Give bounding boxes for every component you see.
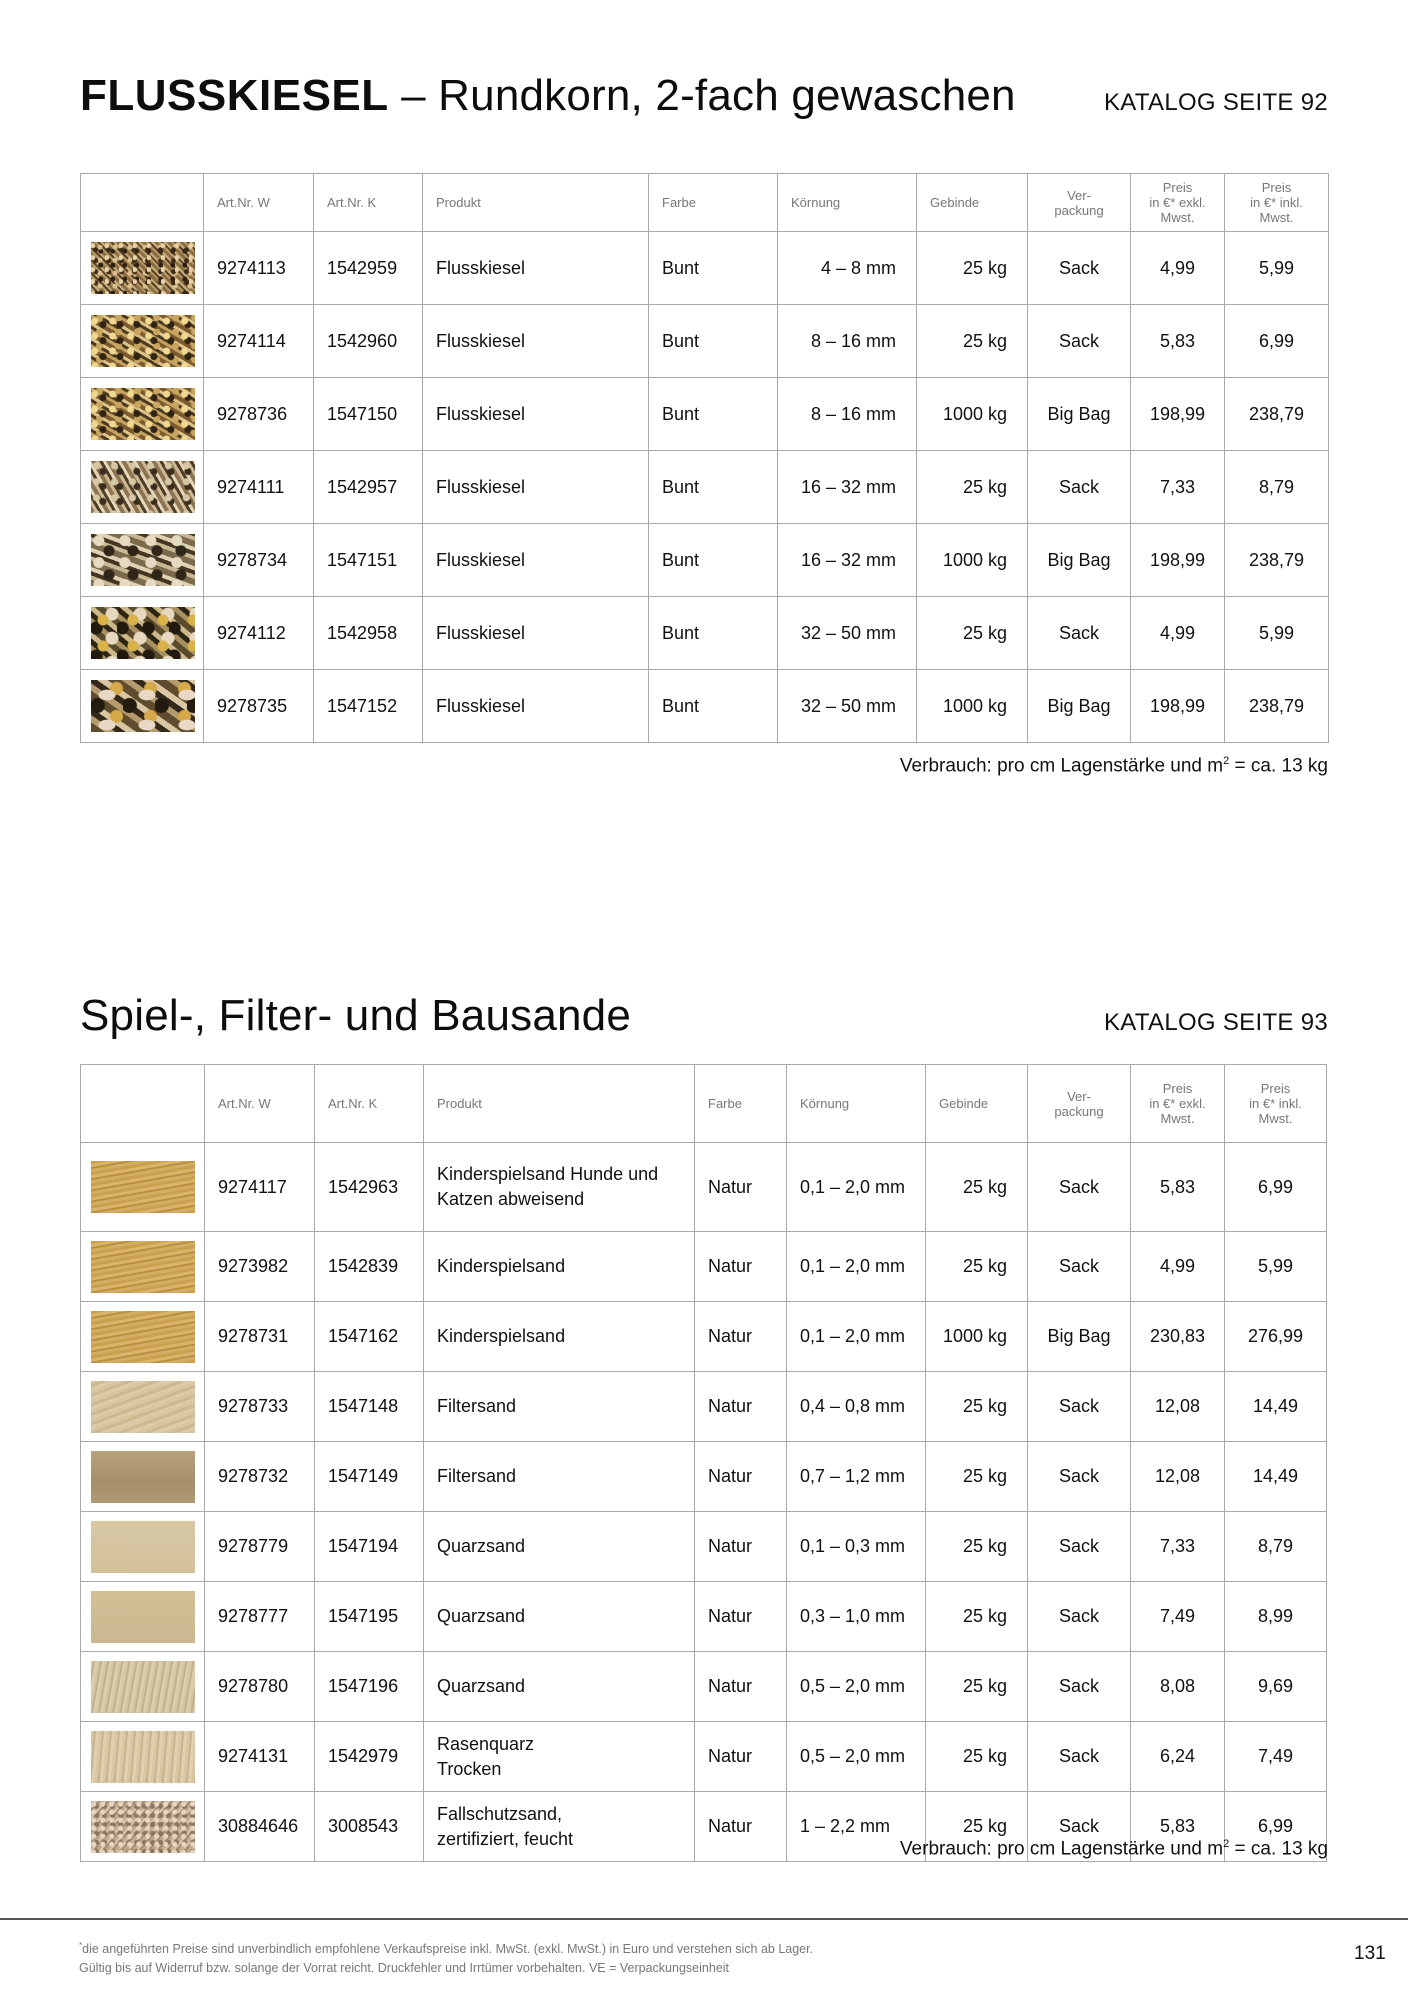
verpackung: Sack: [1028, 1582, 1131, 1652]
sand-image: [91, 1801, 195, 1853]
koernung: 8 – 16 mm: [778, 305, 917, 378]
sand-image: [91, 1731, 195, 1783]
table-row: [81, 597, 1329, 670]
art-nr-w: 9278735: [204, 670, 314, 743]
gebinde: 25 kg: [926, 1792, 1028, 1862]
sand-image: [91, 1451, 195, 1503]
art-nr-k: 1547194: [315, 1512, 424, 1582]
art-nr-w: 9274113: [204, 232, 314, 305]
farbe: Bunt: [649, 451, 778, 524]
pebble-image: [91, 680, 195, 732]
preis-exkl: 7,33: [1131, 451, 1225, 524]
header-art-nr-w: Art.Nr. W: [205, 1065, 315, 1143]
header-preis-inkl-line1: Preis: [1261, 180, 1292, 195]
art-nr-w: 9278734: [204, 524, 314, 597]
farbe: Natur: [695, 1652, 787, 1722]
sand-image: [91, 1161, 195, 1213]
koernung: 1 – 2,2 mm: [787, 1792, 926, 1862]
gebinde: 1000 kg: [917, 670, 1028, 743]
table-row: [81, 1652, 1327, 1722]
gebinde: 25 kg: [926, 1722, 1028, 1792]
farbe: Natur: [695, 1372, 787, 1442]
preis-exkl: 5,83: [1131, 1792, 1225, 1862]
header-preis-inkl-line2: in €* inkl.: [1249, 1096, 1302, 1111]
table-header-row: [81, 1065, 1327, 1143]
pebble-image: [91, 607, 195, 659]
header-preis-inkl: [1225, 174, 1329, 232]
sand-image: [91, 1241, 195, 1293]
koernung: 0,1 – 0,3 mm: [787, 1512, 926, 1582]
verpackung: Sack: [1028, 1232, 1131, 1302]
preis-exkl: 230,83: [1131, 1302, 1225, 1372]
preis-inkl: 5,99: [1225, 597, 1329, 670]
header-verpackung-line2: packung: [1054, 1103, 1104, 1119]
header-preis-exkl-line3: Mwst.: [1160, 1111, 1195, 1126]
table-row: [81, 524, 1329, 597]
farbe: Natur: [695, 1792, 787, 1862]
gebinde: 25 kg: [926, 1143, 1028, 1232]
preis-exkl: 198,99: [1131, 378, 1225, 451]
produkt: Flusskiesel: [423, 378, 649, 451]
koernung: 0,5 – 2,0 mm: [787, 1652, 926, 1722]
preis-inkl: 14,49: [1225, 1372, 1327, 1442]
header-verpackung-line2: packung: [1054, 202, 1104, 218]
preis-exkl: 4,99: [1131, 597, 1225, 670]
pebble-image: [91, 388, 195, 440]
header-preis-exkl: [1131, 1065, 1225, 1143]
header-preis-exkl: [1131, 174, 1225, 232]
produkt: Flusskiesel: [423, 597, 649, 670]
gebinde: 25 kg: [926, 1372, 1028, 1442]
farbe: Natur: [695, 1232, 787, 1302]
footnote: [79, 1936, 813, 1978]
table-row: [81, 670, 1329, 743]
koernung: 0,3 – 1,0 mm: [787, 1582, 926, 1652]
table-row: [81, 1722, 1327, 1792]
preis-inkl: 8,79: [1225, 451, 1329, 524]
table-row: [81, 451, 1329, 524]
gebinde: 1000 kg: [917, 378, 1028, 451]
art-nr-k: 1542957: [314, 451, 423, 524]
footer-divider: [0, 1918, 1408, 1920]
product-thumbnail-cell: [81, 524, 204, 597]
katalog-page-ref: KATALOG SEITE 92: [1104, 89, 1328, 116]
header-gebinde: Gebinde: [917, 174, 1028, 232]
preis-inkl: 238,79: [1225, 524, 1329, 597]
produkt-line1: Rasenquarz: [437, 1733, 535, 1754]
preis-inkl: 14,49: [1225, 1442, 1327, 1512]
verbrauch-value: = ca. 13 kg: [1229, 755, 1328, 777]
header-farbe: Farbe: [649, 174, 778, 232]
produkt-line1: Kinderspielsand: [437, 1326, 566, 1346]
art-nr-w: 9274111: [204, 451, 314, 524]
farbe: Natur: [695, 1442, 787, 1512]
farbe: Natur: [695, 1143, 787, 1232]
sand-image: [91, 1381, 195, 1433]
farbe: Bunt: [649, 232, 778, 305]
preis-exkl: 7,49: [1131, 1582, 1225, 1652]
koernung: 4 – 8 mm: [778, 232, 917, 305]
produkt: [424, 1512, 695, 1582]
product-thumbnail-cell: [81, 378, 204, 451]
product-table-flusskiesel: [80, 173, 1329, 743]
farbe: Bunt: [649, 524, 778, 597]
product-thumbnail-cell: [81, 305, 204, 378]
footnote-line1: [79, 1936, 813, 1959]
product-thumbnail-cell: [81, 451, 204, 524]
product-thumbnail-cell: [81, 1652, 205, 1722]
gebinde: 1000 kg: [926, 1302, 1028, 1372]
header-art-nr-k: Art.Nr. K: [315, 1065, 424, 1143]
preis-inkl: 8,79: [1225, 1512, 1327, 1582]
art-nr-w: 9278731: [205, 1302, 315, 1372]
preis-inkl: 8,99: [1225, 1582, 1327, 1652]
gebinde: 25 kg: [926, 1442, 1028, 1512]
preis-inkl: 238,79: [1225, 670, 1329, 743]
table-row: [81, 1232, 1327, 1302]
produkt-line2: Katzen abweisend: [437, 1189, 585, 1209]
art-nr-w: 9274112: [204, 597, 314, 670]
product-table-sande: [80, 1064, 1327, 1862]
produkt: Flusskiesel: [423, 670, 649, 743]
art-nr-k: 1542959: [314, 232, 423, 305]
preis-inkl: 6,99: [1225, 1143, 1327, 1232]
section-title-bold: FLUSSKIESEL: [80, 71, 389, 120]
preis-exkl: 4,99: [1131, 1232, 1225, 1302]
header-preis-inkl-line2: in €* inkl.: [1250, 195, 1303, 210]
preis-inkl: 276,99: [1225, 1302, 1327, 1372]
koernung: 16 – 32 mm: [778, 451, 917, 524]
art-nr-k: 1547152: [314, 670, 423, 743]
art-nr-k: 3008543: [315, 1792, 424, 1862]
product-thumbnail-cell: [81, 1722, 205, 1792]
koernung: 16 – 32 mm: [778, 524, 917, 597]
verpackung: Sack: [1028, 1792, 1131, 1862]
art-nr-w: 9278779: [205, 1512, 315, 1582]
pebble-image: [91, 461, 195, 513]
art-nr-k: 1547150: [314, 378, 423, 451]
header-produkt: Produkt: [423, 174, 649, 232]
produkt: [424, 1232, 695, 1302]
header-verpackung: [1028, 1065, 1131, 1143]
gebinde: 25 kg: [926, 1582, 1028, 1652]
header-preis-exkl-line1: Preis: [1162, 180, 1193, 195]
produkt: [424, 1302, 695, 1372]
produkt-line1: Filtersand: [437, 1466, 517, 1486]
produkt-line2: zertifiziert, feucht: [437, 1828, 574, 1849]
preis-exkl: 5,83: [1131, 1143, 1225, 1232]
header-preis-inkl-line3: Mwst.: [1259, 210, 1294, 225]
art-nr-w: 9273982: [205, 1232, 315, 1302]
section-title-flusskiesel: [80, 70, 1016, 122]
table-row: [81, 1143, 1327, 1232]
verbrauch-note: [900, 755, 1328, 777]
farbe: Natur: [695, 1582, 787, 1652]
preis-exkl: 5,83: [1131, 305, 1225, 378]
header-art-nr-w: Art.Nr. W: [204, 174, 314, 232]
gebinde: 1000 kg: [917, 524, 1028, 597]
preis-exkl: 198,99: [1131, 670, 1225, 743]
verpackung: Sack: [1028, 232, 1131, 305]
art-nr-w: 9274114: [204, 305, 314, 378]
produkt-line1: Filtersand: [437, 1396, 517, 1416]
product-thumbnail-cell: [81, 1232, 205, 1302]
preis-exkl: 7,33: [1131, 1512, 1225, 1582]
product-thumbnail-cell: [81, 232, 204, 305]
produkt: [424, 1652, 695, 1722]
verpackung: Sack: [1028, 1512, 1131, 1582]
preis-inkl: 9,69: [1225, 1652, 1327, 1722]
art-nr-w: 9274117: [205, 1143, 315, 1232]
preis-inkl: 5,99: [1225, 1232, 1327, 1302]
art-nr-k: 1547196: [315, 1652, 424, 1722]
header-image: [81, 1065, 205, 1143]
verpackung: Sack: [1028, 1372, 1131, 1442]
product-thumbnail-cell: [81, 1372, 205, 1442]
table-row: [81, 1442, 1327, 1512]
art-nr-k: 1542839: [315, 1232, 424, 1302]
verpackung: Big Bag: [1028, 378, 1131, 451]
footnote-line2: Gültig bis auf Widerruf bzw. solange der Vorrat reicht. Druckfehler und Irrtümer vorbehalten. VE = Verpackungseinheit: [79, 1961, 729, 1976]
footnote-text1: die angeführten Preise sind unverbindlich empfohlene Verkaufspreise inkl. MwSt. (exkl. MwSt.) in Euro und verstehen sich ab Lager.: [82, 1942, 814, 1957]
produkt-line2: Trocken: [437, 1758, 502, 1779]
art-nr-w: 9278777: [205, 1582, 315, 1652]
produkt: Flusskiesel: [423, 524, 649, 597]
art-nr-k: 1542979: [315, 1722, 424, 1792]
product-thumbnail-cell: [81, 1792, 205, 1862]
header-koernung: Körnung: [787, 1065, 926, 1143]
produkt: [424, 1442, 695, 1512]
header-preis-inkl: [1225, 1065, 1327, 1143]
produkt-line1: Fallschutzsand,: [437, 1803, 563, 1824]
koernung: 0,5 – 2,0 mm: [787, 1722, 926, 1792]
koernung: 0,7 – 1,2 mm: [787, 1442, 926, 1512]
produkt: Flusskiesel: [423, 305, 649, 378]
katalog-page-ref: KATALOG SEITE 93: [1104, 1009, 1328, 1036]
koernung: 8 – 16 mm: [778, 378, 917, 451]
koernung: 0,1 – 2,0 mm: [787, 1143, 926, 1232]
product-thumbnail-cell: [81, 1442, 205, 1512]
verbrauch-value: = ca. 13 kg: [1229, 1838, 1328, 1860]
farbe: Natur: [695, 1512, 787, 1582]
table-row: [81, 378, 1329, 451]
gebinde: 25 kg: [917, 305, 1028, 378]
produkt-line1: Quarzsand: [437, 1606, 526, 1626]
preis-inkl: 5,99: [1225, 232, 1329, 305]
header-farbe: Farbe: [695, 1065, 787, 1143]
produkt: [424, 1582, 695, 1652]
verpackung: Sack: [1028, 305, 1131, 378]
product-thumbnail-cell: [81, 1302, 205, 1372]
produkt: [424, 1143, 695, 1232]
header-art-nr-k: Art.Nr. K: [314, 174, 423, 232]
verpackung: Sack: [1028, 597, 1131, 670]
section-title-subtitle: – Rundkorn, 2-fach gewaschen: [388, 71, 1016, 120]
verpackung: Sack: [1028, 1722, 1131, 1792]
art-nr-k: 1547151: [314, 524, 423, 597]
gebinde: 25 kg: [926, 1232, 1028, 1302]
preis-inkl: 6,99: [1225, 1792, 1327, 1862]
verpackung: Big Bag: [1028, 670, 1131, 743]
art-nr-w: 9278733: [205, 1372, 315, 1442]
verpackung: Sack: [1028, 451, 1131, 524]
pebble-image: [91, 242, 195, 294]
art-nr-k: 1542963: [315, 1143, 424, 1232]
page-number: 131: [1354, 1943, 1386, 1964]
footnote-marker: *: [79, 1941, 83, 1950]
koernung: 32 – 50 mm: [778, 597, 917, 670]
preis-inkl: 238,79: [1225, 378, 1329, 451]
table-row: [81, 232, 1329, 305]
preis-exkl: 198,99: [1131, 524, 1225, 597]
verbrauch-text: Verbrauch: pro cm Lagenstärke und m: [899, 1838, 1224, 1860]
art-nr-w: 9278780: [205, 1652, 315, 1722]
header-verpackung-line1: Ver-: [1067, 187, 1091, 203]
product-thumbnail-cell: [81, 1582, 205, 1652]
verpackung: Sack: [1028, 1652, 1131, 1722]
art-nr-w: 9274131: [205, 1722, 315, 1792]
preis-exkl: 8,08: [1131, 1652, 1225, 1722]
farbe: Natur: [695, 1722, 787, 1792]
produkt: Flusskiesel: [423, 232, 649, 305]
produkt-line1: Quarzsand: [437, 1676, 526, 1696]
header-gebinde: Gebinde: [926, 1065, 1028, 1143]
gebinde: 25 kg: [926, 1652, 1028, 1722]
verpackung: Sack: [1028, 1442, 1131, 1512]
sand-image: [91, 1661, 195, 1713]
header-verpackung: [1028, 174, 1131, 232]
product-thumbnail-cell: [81, 670, 204, 743]
pebble-image: [91, 534, 195, 586]
art-nr-k: 1542960: [314, 305, 423, 378]
koernung: 0,1 – 2,0 mm: [787, 1232, 926, 1302]
verbrauch-superscript: 2: [1223, 755, 1230, 767]
header-preis-exkl-line2: in €* exkl.: [1149, 1096, 1206, 1111]
farbe: Bunt: [649, 597, 778, 670]
sand-image: [91, 1591, 195, 1643]
produkt-line1: Quarzsand: [437, 1536, 526, 1556]
preis-exkl: 4,99: [1131, 232, 1225, 305]
gebinde: 25 kg: [926, 1512, 1028, 1582]
art-nr-k: 1542958: [314, 597, 423, 670]
produkt-line1: Kinderspielsand Hunde und: [437, 1164, 659, 1184]
header-preis-exkl-line2: in €* exkl.: [1149, 195, 1206, 210]
farbe: Natur: [695, 1302, 787, 1372]
sand-image: [91, 1521, 195, 1573]
produkt: [424, 1792, 695, 1862]
verpackung: Big Bag: [1028, 524, 1131, 597]
farbe: Bunt: [649, 305, 778, 378]
verpackung: Sack: [1028, 1143, 1131, 1232]
header-koernung: Körnung: [778, 174, 917, 232]
verbrauch-note: [900, 1838, 1328, 1860]
produkt: Flusskiesel: [423, 451, 649, 524]
art-nr-k: 1547148: [315, 1372, 424, 1442]
product-thumbnail-cell: [81, 1512, 205, 1582]
sand-image: [91, 1311, 195, 1363]
header-preis-exkl-line1: Preis: [1162, 1081, 1193, 1096]
header-image: [81, 174, 204, 232]
table-row: [81, 1512, 1327, 1582]
product-thumbnail-cell: [81, 1143, 205, 1232]
header-preis-inkl-line3: Mwst.: [1258, 1111, 1293, 1126]
produkt-line1: Kinderspielsand: [437, 1256, 566, 1276]
produkt: [424, 1372, 695, 1442]
pebble-image: [91, 315, 195, 367]
verpackung: Big Bag: [1028, 1302, 1131, 1372]
verbrauch-text: Verbrauch: pro cm Lagenstärke und m: [899, 755, 1224, 777]
art-nr-w: 30884646: [205, 1792, 315, 1862]
art-nr-k: 1547195: [315, 1582, 424, 1652]
preis-exkl: 12,08: [1131, 1442, 1225, 1512]
art-nr-k: 1547162: [315, 1302, 424, 1372]
table-row: [81, 1302, 1327, 1372]
farbe: Bunt: [649, 378, 778, 451]
preis-exkl: 6,24: [1131, 1722, 1225, 1792]
koernung: 0,4 – 0,8 mm: [787, 1372, 926, 1442]
art-nr-w: 9278736: [204, 378, 314, 451]
header-produkt: Produkt: [424, 1065, 695, 1143]
preis-inkl: 7,49: [1225, 1722, 1327, 1792]
gebinde: 25 kg: [917, 232, 1028, 305]
art-nr-k: 1547149: [315, 1442, 424, 1512]
product-thumbnail-cell: [81, 597, 204, 670]
header-preis-exkl-line3: Mwst.: [1160, 210, 1195, 225]
gebinde: 25 kg: [917, 451, 1028, 524]
table-header-row: [81, 174, 1329, 232]
koernung: 32 – 50 mm: [778, 670, 917, 743]
header-verpackung-line1: Ver-: [1067, 1088, 1091, 1104]
preis-inkl: 6,99: [1225, 305, 1329, 378]
gebinde: 25 kg: [917, 597, 1028, 670]
table-row: [81, 305, 1329, 378]
produkt: [424, 1722, 695, 1792]
art-nr-w: 9278732: [205, 1442, 315, 1512]
farbe: Bunt: [649, 670, 778, 743]
section-title-sande: Spiel-, Filter- und Bausande: [80, 991, 632, 1040]
table-row: [81, 1372, 1327, 1442]
koernung: 0,1 – 2,0 mm: [787, 1302, 926, 1372]
preis-exkl: 12,08: [1131, 1372, 1225, 1442]
table-row: [81, 1582, 1327, 1652]
verbrauch-superscript: 2: [1223, 1838, 1230, 1850]
header-preis-inkl-line1: Preis: [1260, 1081, 1291, 1096]
